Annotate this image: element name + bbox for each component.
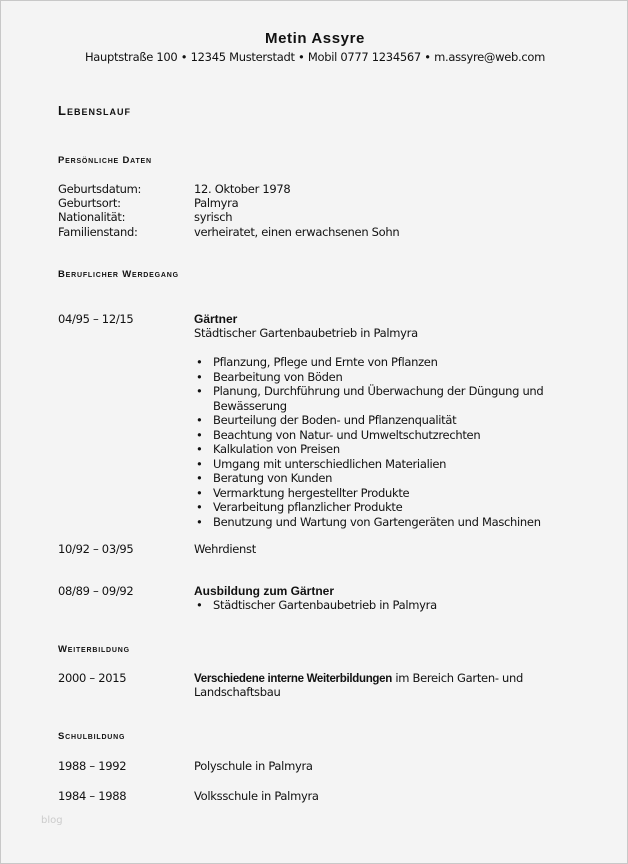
list-item: • Beurteilung der Boden- und Pflanzenqualität xyxy=(194,413,543,428)
school-name: Polyschule in Palmyra xyxy=(194,759,313,773)
training-bold: Verschiedene interne Weiterbildungen xyxy=(194,673,392,685)
career-employer: Städtischer Gartenbaubetrieb in Palmyra xyxy=(194,326,418,340)
section-personal: Persönliche Daten xyxy=(58,155,152,166)
list-item: • Beachtung von Natur- und Umweltschutzrechten xyxy=(194,428,543,443)
training-period: 2000 – 2015 xyxy=(58,671,127,685)
section-school: Schulbildung xyxy=(58,731,126,742)
document-title: Lebenslauf xyxy=(58,103,131,118)
career-tasks xyxy=(194,355,543,529)
list-item: • Kalkulation von Preisen xyxy=(194,442,543,457)
list-item: • Pflanzung, Pflege und Ernte von Pflanzen xyxy=(194,355,543,370)
list-item: • Bearbeitung von Böden xyxy=(194,370,543,385)
label-birthplace: Geburtsort: xyxy=(58,196,121,210)
school-period: 1988 – 1992 xyxy=(58,759,127,773)
career-period: 10/92 – 03/95 xyxy=(58,542,134,556)
value-marital: verheiratet, einen erwachsenen Sohn xyxy=(194,225,400,239)
list-item-cont: Bewässerung xyxy=(213,398,287,413)
training-description xyxy=(194,671,523,685)
contact-line: Hauptstraße 100 • 12345 Musterstadt • Mobil 0777 1234567 • m.assyre@web.com xyxy=(84,50,546,64)
list-item: • Umgang mit unterschiedlichen Materialien xyxy=(194,457,543,472)
value-birthplace: Palmyra xyxy=(194,196,239,210)
list-item: • Verarbeitung pflanzlicher Produkte xyxy=(194,500,543,515)
career-title: Ausbildung zum Gärtner xyxy=(194,584,335,598)
career-title: Wehrdienst xyxy=(194,542,256,556)
training-rest: im Bereich Garten- und xyxy=(391,671,523,685)
career-tasks xyxy=(194,598,437,613)
career-period: 08/89 – 09/92 xyxy=(58,584,134,598)
value-nationality: syrisch xyxy=(194,210,233,224)
list-item: • Planung, Durchführung und Überwachung der Düngung und xyxy=(194,384,543,399)
list-item: • Benutzung und Wartung von Gartengeräten und Maschinen xyxy=(194,515,543,530)
label-marital: Familienstand: xyxy=(58,225,138,239)
training-description-line2: Landschaftsbau xyxy=(194,685,281,699)
applicant-name: Metin Assyre xyxy=(264,30,365,47)
school-name: Volksschule in Palmyra xyxy=(194,789,319,803)
section-career: Beruflicher Werdegang xyxy=(58,269,179,280)
list-item: • Städtischer Gartenbaubetrieb in Palmyra xyxy=(194,598,437,613)
career-period: 04/95 – 12/15 xyxy=(58,312,134,326)
watermark: blog xyxy=(41,815,63,826)
value-birthdate: 12. Oktober 1978 xyxy=(194,182,291,196)
label-birthdate: Geburtsdatum: xyxy=(58,182,142,196)
list-item: • Vermarktung hergestellter Produkte xyxy=(194,486,543,501)
section-training: Weiterbildung xyxy=(58,644,130,655)
career-title: Gärtner xyxy=(194,312,238,326)
label-nationality: Nationalität: xyxy=(58,210,126,224)
list-item: • Beratung von Kunden xyxy=(194,471,543,486)
school-period: 1984 – 1988 xyxy=(58,789,127,803)
